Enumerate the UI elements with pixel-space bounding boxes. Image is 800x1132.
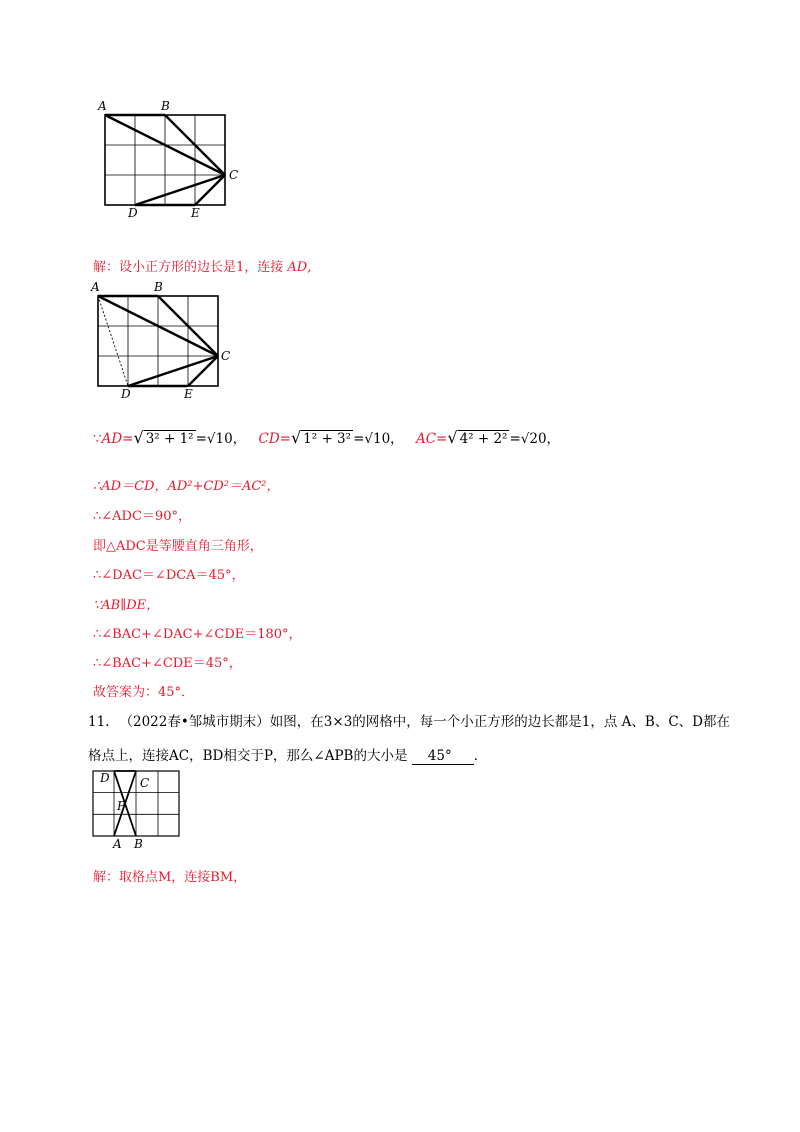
question-11-line-1: 11. （2022春•邹城市期末）如图，在3×3的网格中，每一个小正方形的边长都是1，点 A、B、C、D都在 [88, 714, 730, 730]
label-a: A [91, 281, 100, 294]
radicand-2: 1² + 3² [303, 431, 352, 447]
solution-line-8: ∴∠BAC+∠DAC+∠CDE＝180°， [93, 627, 302, 642]
label-d: D [121, 387, 131, 401]
grid-figure-3 [88, 768, 188, 852]
solution-line-1: 解：设小正方形的边长是1，连接 AD, [93, 260, 312, 275]
solution-line-9: ∴∠BAC+∠CDE＝45°， [93, 656, 242, 671]
label-d: D [128, 206, 138, 220]
answer-blank: 45° [412, 748, 474, 765]
radicand-3: 4² + 2² [459, 431, 508, 447]
label-b: B [154, 281, 163, 294]
question-11-line-2: 格点上，连接AC，BD相交于P，那么∠APB的大小是 45° ． [88, 748, 488, 764]
label-c: C [140, 776, 150, 790]
label-b: B [134, 837, 143, 851]
label-b: B [161, 99, 170, 113]
solution-line-4: ∴∠ADC＝90°， [93, 509, 191, 524]
label-c: C [221, 349, 231, 363]
label-d: D [100, 771, 110, 785]
solution-11-line-1: 解：取格点M，连接BM， [93, 870, 247, 885]
label-e: E [191, 206, 200, 220]
label-a: A [98, 99, 107, 113]
solution-line-10: 故答案为：45°． [93, 685, 195, 700]
radicand-1: 3² + 1² [145, 431, 194, 447]
label-c: C [229, 168, 239, 182]
grid-figure-2 [88, 281, 248, 405]
solution-line-6: ∴∠DAC＝∠DCA＝45°， [93, 568, 245, 583]
label-a: A [113, 837, 122, 851]
solution-line-5: 即△ADC是等腰直角三角形， [93, 539, 263, 554]
label-e: E [184, 387, 193, 401]
solution-line-3: ∴AD＝CD，AD²+CD²＝AC²， [93, 479, 280, 494]
solution-line-7: ∵AB∥DE， [93, 598, 160, 613]
grid-figure-1 [95, 98, 255, 222]
solution-line-2: ∵AD=√ 3² + 1² =√10， CD=√ 1² + 3² =√10， AC=√ 4² + 2² =√20， [93, 428, 561, 447]
question-number: 11. [88, 714, 110, 730]
label-p: P [117, 799, 126, 813]
